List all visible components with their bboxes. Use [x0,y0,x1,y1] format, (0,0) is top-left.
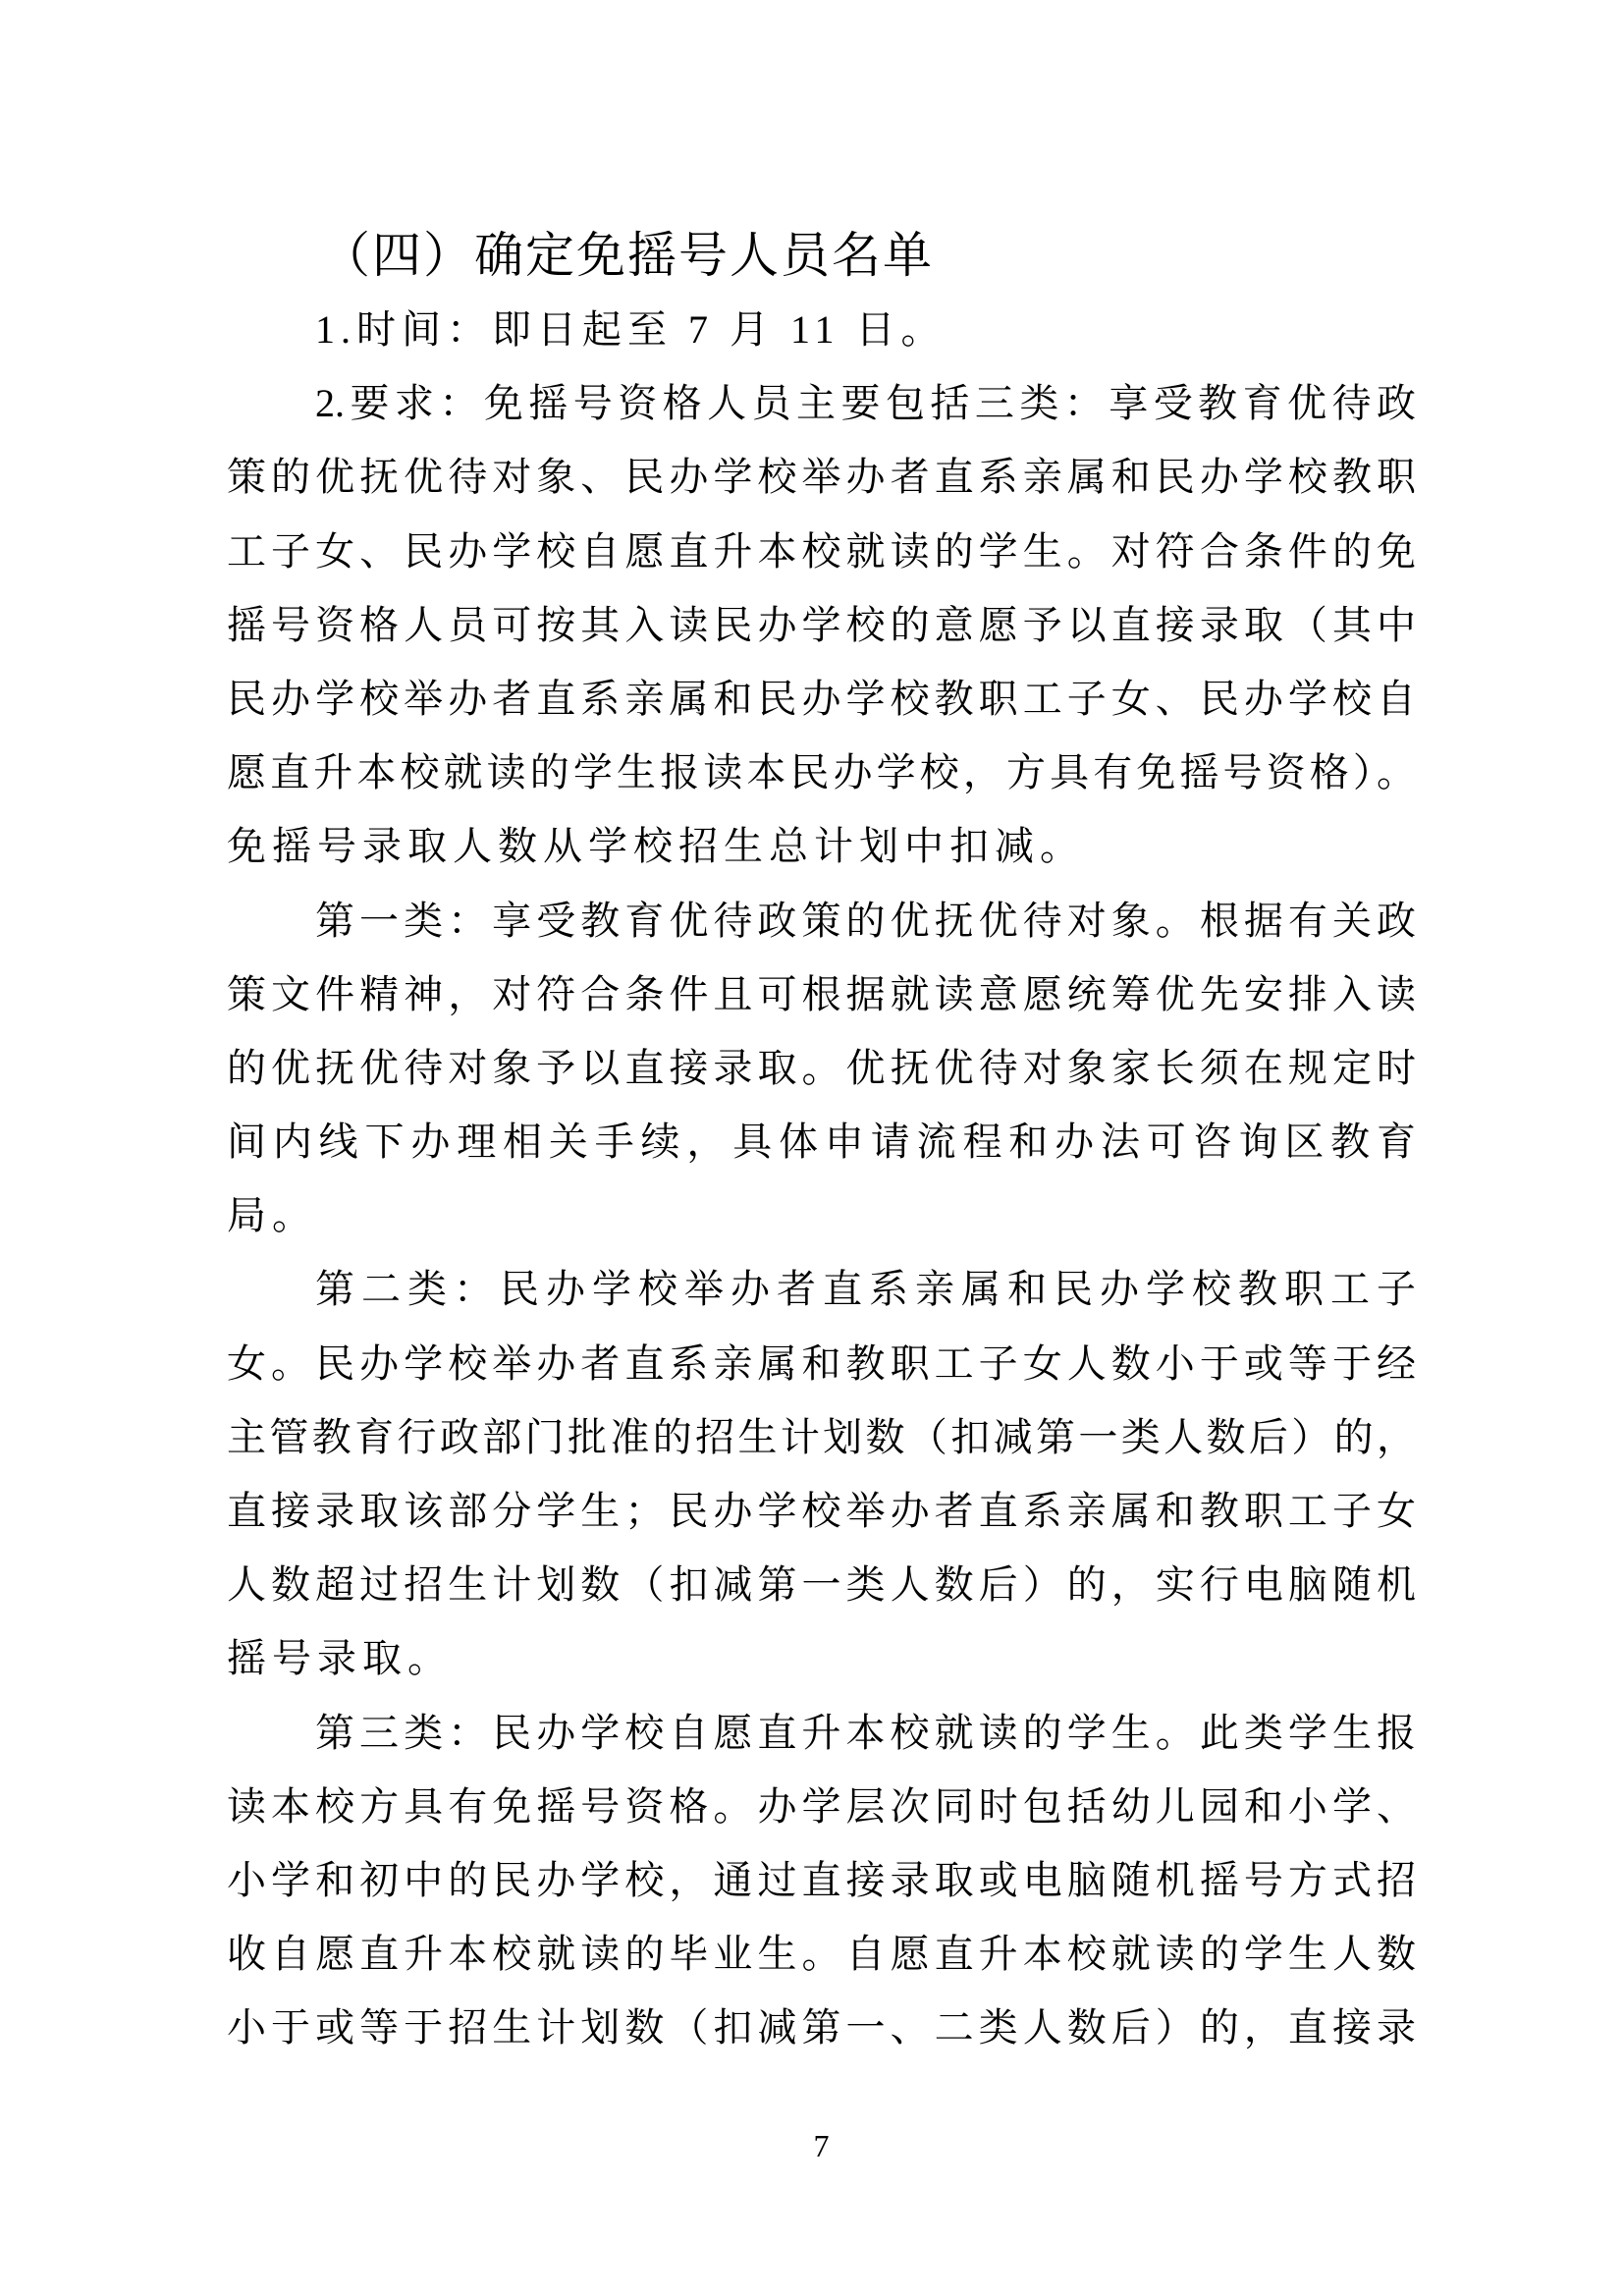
paragraph [227,884,1416,1253]
text-line: 间内线下办理相关手续，具体申请流程和办法可咨询区教育 [227,1120,1416,1165]
text-line: 策文件精神，对符合条件且可根据就读意愿统筹优先安排入读 [227,971,1416,1016]
paragraph [227,366,1416,883]
text-line: 主管教育行政部门批准的招生计划数（扣减第一类人数后）的， [227,1414,1416,1459]
text-line: 第一类：享受教育优待政策的优抚优待对象。根据有关政 [315,898,1416,943]
text-line: 人数超过招生计划数（扣减第一类人数后）的，实行电脑随机 [227,1562,1416,1608]
text-line: 小学和初中的民办学校，通过直接录取或电脑随机摇号方式招 [227,1857,1416,1902]
text-line: 读本校方具有免摇号资格。办学层次同时包括幼儿园和小学、 [227,1783,1416,1829]
text-line: 2.要求：免摇号资格人员主要包括三类：享受教育优待政 [315,381,1416,426]
paragraph [227,1696,1416,2065]
document-body [227,293,1416,2065]
text-line: 收自愿直升本校就读的毕业生。自愿直升本校就读的学生人数 [227,1932,1416,1977]
text-line: 的优抚优待对象予以直接录取。优抚优待对象家长须在规定时 [227,1045,1416,1090]
text-line: 摇号资格人员可按其入读民办学校的意愿予以直接录取（其中 [227,602,1416,647]
text-line: 摇号录取。 [227,1636,453,1681]
text-line: 第二类：民办学校举办者直系亲属和民办学校教职工子 [315,1267,1416,1312]
text-line: 女。民办学校举办者直系亲属和教职工子女人数小于或等于经 [227,1340,1416,1386]
page-footer [227,2121,1416,2170]
section-heading: （四）确定免摇号人员名单 [321,228,934,283]
text-line: 局。 [227,1193,317,1238]
text-line: 1.时间：即日起至 7 月 11 日。 [315,307,947,352]
text-line: 工子女、民办学校自愿直升本校就读的学生。对符合条件的免 [227,528,1416,574]
text-line: 免摇号录取人数从学校招生总计划中扣减。 [227,824,1085,869]
text-line: 直接录取该部分学生；民办学校举办者直系亲属和教职工子女 [227,1489,1416,1533]
text-line: 民办学校举办者直系亲属和民办学校教职工子女、民办学校自 [227,676,1416,721]
text-line: 小于或等于招生计划数（扣减第一、二类人数后）的，直接录 [227,2005,1416,2050]
text-line: 策的优抚优待对象、民办学校举办者直系亲属和民办学校教职 [227,455,1416,500]
paragraph [227,293,1416,366]
text-line: 愿直升本校就读的学生报读本民办学校，方具有免摇号资格）。 [227,750,1416,795]
paragraph [227,1252,1416,1695]
text-line: 第三类：民办学校自愿直升本校就读的学生。此类学生报 [315,1710,1416,1755]
document-content [227,218,1416,2065]
page-number-label: 7 [813,2128,830,2163]
